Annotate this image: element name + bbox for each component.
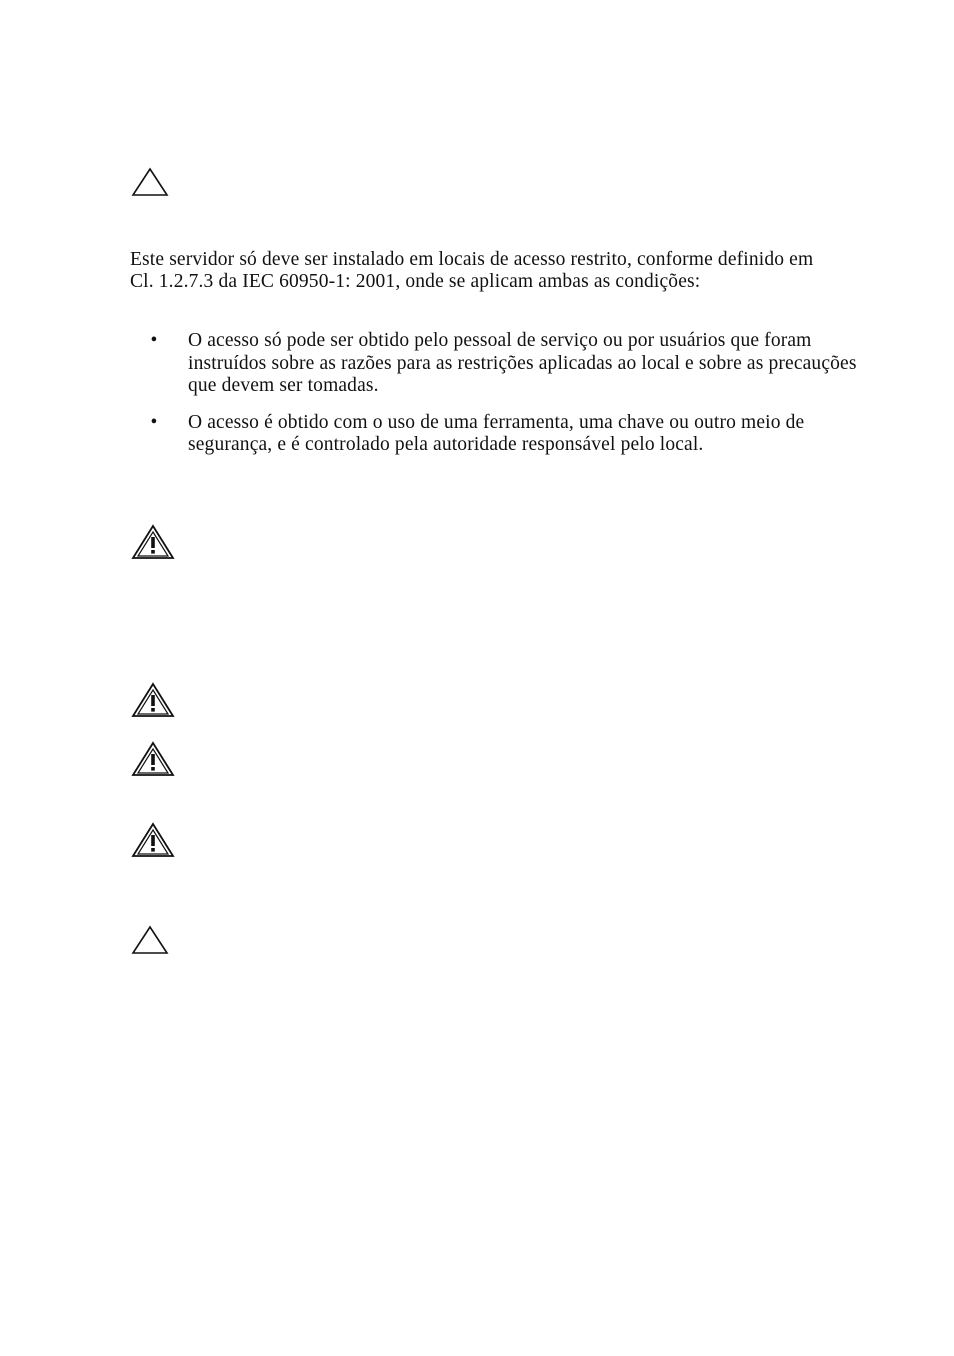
list-item — [146, 330, 866, 398]
list-item-text: O acesso só pode ser obtido pelo pessoal de serviço ou por usuários que foram instruídos sobre as razões para as restrições aplicadas ao local e sobre as precauções que devem ser tomadas. — [188, 330, 857, 396]
bullet-marker: • — [150, 330, 158, 351]
warning-exclamation-icon — [131, 822, 175, 858]
caution-triangle-icon — [131, 167, 169, 197]
warning-exclamation-icon — [131, 741, 175, 777]
caution-triangle-icon — [131, 925, 169, 955]
conditions-list — [146, 330, 866, 457]
list-item-text: O acesso é obtido com o uso de uma ferramenta, uma chave ou outro meio de segurança, e é controlado pela autoridade responsável pelo local. — [188, 411, 805, 455]
bullet-marker: • — [150, 411, 158, 433]
warning-exclamation-icon — [131, 524, 175, 560]
list-item — [146, 412, 866, 457]
intro-paragraph: Este servidor só deve ser instalado em locais de acesso restrito, conforme definido em Cl. 1.2.7.3 da IEC 60950-1: 2001, onde se aplicam ambas as condições: — [130, 249, 814, 292]
warning-exclamation-icon — [131, 682, 175, 718]
